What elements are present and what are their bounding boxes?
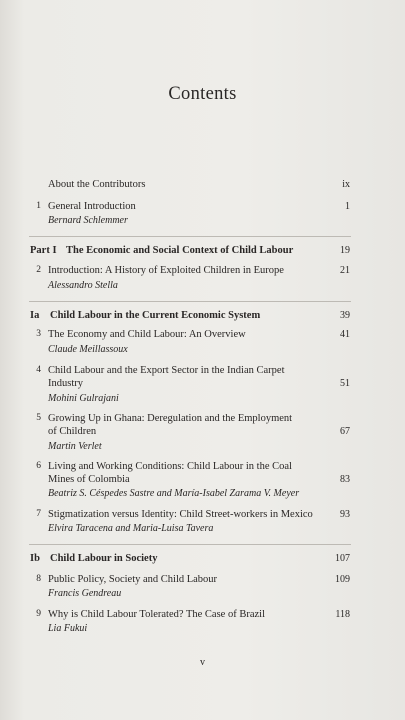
chapter-number: 9 bbox=[36, 609, 41, 619]
chapter-number: 3 bbox=[36, 329, 41, 339]
chapter-author: Lia Fukui bbox=[48, 623, 88, 634]
chapter-number: 5 bbox=[36, 413, 41, 423]
chapter-number: 8 bbox=[36, 574, 41, 584]
chapter-author: Claude Meillassoux bbox=[48, 344, 128, 355]
chapter-number: 7 bbox=[36, 509, 41, 519]
toc-page-number: 93 bbox=[340, 509, 350, 520]
chapter-author: Mohini Gulrajani bbox=[48, 393, 119, 404]
chapter-author: Martin Verlet bbox=[48, 441, 102, 452]
chapter-author: Francis Gendreau bbox=[48, 588, 122, 599]
toc-page-number: 21 bbox=[340, 265, 350, 276]
chapter-author: Elvira Taracena and Maria-Luisa Tavera bbox=[48, 523, 214, 534]
toc-entry-title: About the Contributors bbox=[48, 179, 146, 190]
toc-page-number: 19 bbox=[340, 245, 350, 256]
chapter-number: 6 bbox=[36, 461, 41, 471]
chapter-number: 2 bbox=[36, 265, 41, 275]
part-title: The Economic and Social Context of Child Labour bbox=[66, 245, 294, 256]
toc-page-number: 109 bbox=[335, 574, 350, 585]
toc-entry-title: Growing Up in Ghana: Deregulation and the Employment bbox=[48, 413, 293, 424]
part-title: Child Labour in the Current Economic System bbox=[50, 310, 261, 321]
divider bbox=[29, 544, 351, 545]
toc-page-number: 41 bbox=[340, 329, 350, 340]
part-label: Part I bbox=[30, 245, 57, 256]
toc-entry-title: Public Policy, Society and Child Labour bbox=[48, 574, 218, 585]
toc-entry-title: General Introduction bbox=[48, 201, 136, 212]
toc-entry-title: Living and Working Conditions: Child Labour in the Coal bbox=[48, 461, 292, 472]
toc-page-number: 83 bbox=[340, 474, 350, 485]
chapter-author: Beatriz S. Céspedes Sastre and María-Isabel Zarama V. Meyer bbox=[48, 488, 300, 499]
toc-page-number: 39 bbox=[340, 310, 350, 321]
toc-page-number: 51 bbox=[340, 378, 350, 389]
toc-entry-title-cont: Industry bbox=[48, 378, 83, 389]
toc-page-number: 67 bbox=[340, 426, 350, 437]
toc-entry-title: Stigmatization versus Identity: Child Street-workers in Mexico bbox=[48, 509, 313, 520]
toc-page-number: 107 bbox=[335, 553, 350, 564]
toc-page-number: ix bbox=[342, 179, 350, 190]
toc-entry-title: Introduction: A History of Exploited Children in Europe bbox=[48, 265, 284, 276]
toc-entry-title: The Economy and Child Labour: An Overview bbox=[48, 329, 246, 340]
chapter-author: Bernard Schlemmer bbox=[48, 215, 128, 226]
chapter-number: 4 bbox=[36, 365, 41, 375]
divider bbox=[29, 301, 351, 302]
divider bbox=[29, 236, 351, 237]
toc-page-number: 118 bbox=[335, 609, 350, 620]
page-title: Contents bbox=[168, 84, 237, 104]
part-label: Ia bbox=[30, 310, 40, 321]
toc-entry-title-cont: of Children bbox=[48, 426, 97, 437]
part-title: Child Labour in Society bbox=[50, 553, 158, 564]
toc-page-number: 1 bbox=[345, 201, 350, 212]
part-label: Ib bbox=[30, 553, 40, 564]
toc-entry-title: Why is Child Labour Tolerated? The Case of Brazil bbox=[48, 609, 265, 620]
toc-entry-title-cont: Mines of Colombia bbox=[48, 474, 130, 485]
toc-entry-title: Child Labour and the Export Sector in the Indian Carpet bbox=[48, 365, 285, 376]
page-folio: v bbox=[200, 657, 205, 668]
chapter-number: 1 bbox=[36, 201, 41, 211]
chapter-author: Alessandro Stella bbox=[48, 280, 118, 291]
